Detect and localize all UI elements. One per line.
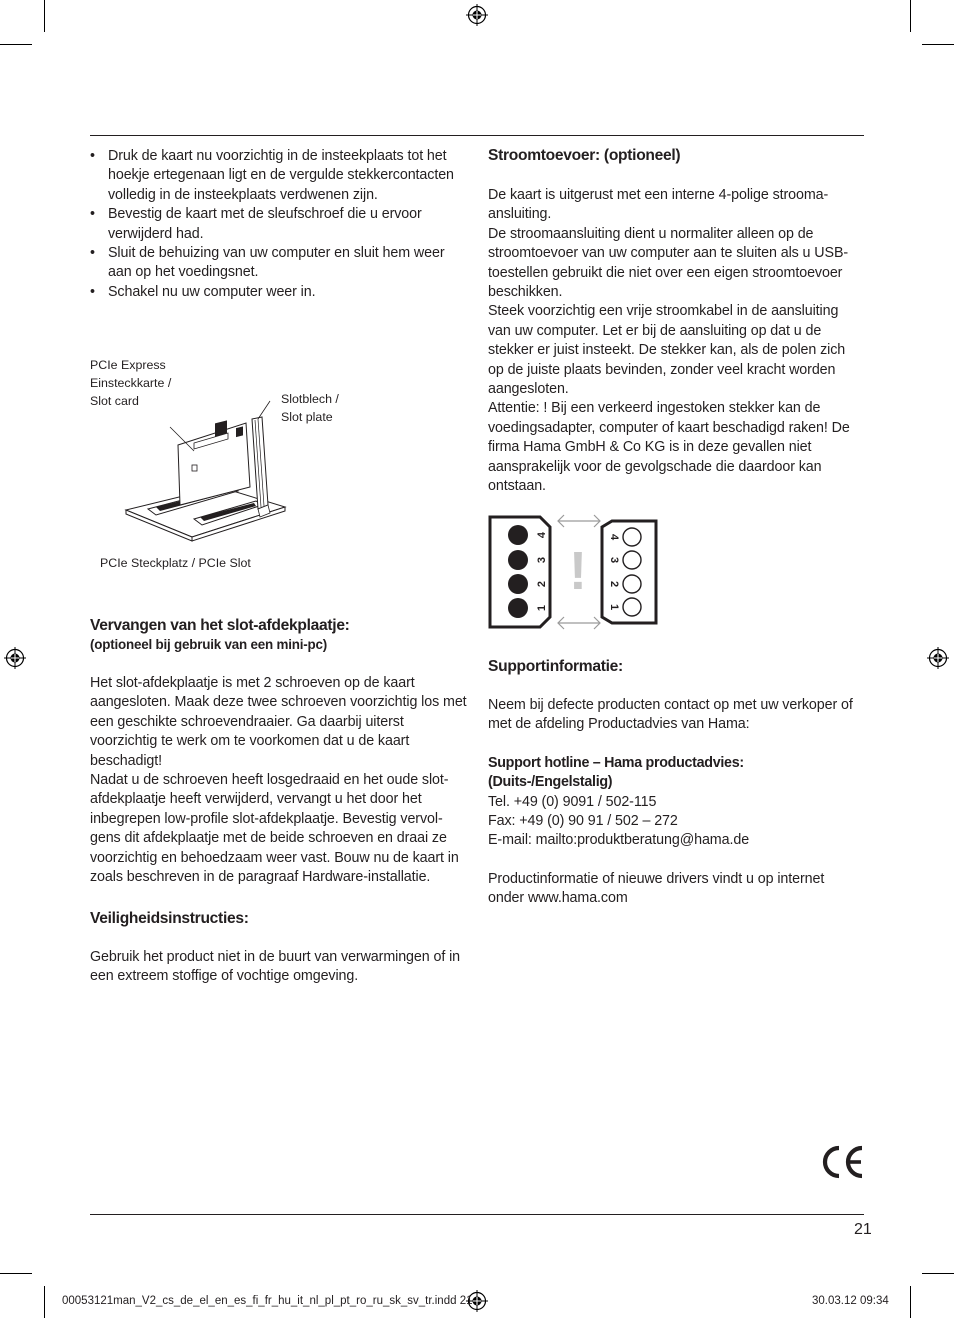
support-heading: Supportinformatie: bbox=[488, 658, 623, 675]
hotline-title: Support hotline – Hama productadvies: bbox=[488, 754, 744, 771]
registration-mark-icon bbox=[466, 4, 488, 26]
power-paragraph: De stroomaansluiting dient u normaliter alleen op de stroomtoevoer van uw computer aan te sluiten als u USB-toestellen gebruikt die niet over een eigen stroomtoevoer beschikken. bbox=[488, 225, 849, 301]
footer-rule bbox=[90, 1214, 864, 1215]
registration-mark-icon bbox=[4, 647, 26, 669]
crop-mark bbox=[922, 1273, 954, 1274]
crop-mark bbox=[922, 44, 954, 45]
footer-filename: 00053121man_V2_cs_de_el_en_es_fi_fr_hu_it_nl_pl_pt_ro_ru_sk_sv_tr.indd 21 bbox=[62, 1295, 473, 1307]
support-text: Neem bij defecte producten contact op met uw verkoper of met de afdeling Productadvies van Hama: bbox=[488, 697, 853, 733]
figure-label-slot: PCIe Steckplatz / PCIe Slot bbox=[100, 556, 251, 570]
power-heading: Stroomtoevoer: (optioneel) bbox=[488, 147, 681, 164]
pin-label: 4 bbox=[608, 533, 621, 541]
footer-date: 30.03.12 09:34 bbox=[812, 1295, 889, 1307]
figure-label-card: PCIe Express Einsteckkarte / Slot card bbox=[90, 358, 172, 408]
crop-mark bbox=[44, 0, 45, 32]
pin-hollow bbox=[623, 551, 641, 569]
support-fax: Fax: +49 (0) 90 91 / 502 – 272 bbox=[488, 813, 678, 830]
pin-filled bbox=[508, 550, 528, 570]
list-item: • Sluit de behuizing van uw computer en sluit hem weer aan op het voedingsnet. bbox=[90, 244, 466, 283]
pin-filled bbox=[508, 525, 528, 545]
list-item: • Schakel nu uw computer weer in. bbox=[90, 283, 466, 302]
support-section bbox=[488, 657, 864, 909]
install-steps bbox=[90, 147, 466, 302]
safety-section bbox=[90, 909, 466, 987]
replace-subheading: (optioneel bij gebruik van een mini-pc) bbox=[90, 637, 327, 652]
pin-hollow bbox=[623, 598, 641, 616]
crop-mark bbox=[910, 0, 911, 32]
list-item: • Druk de kaart nu voorzichtig in de insteekplaats tot het hoekje ertegenaan ligt en de vergulde stekkercontacten volledig in de insteekplaats verdwenen zijn. bbox=[90, 147, 466, 205]
crop-mark bbox=[910, 1286, 911, 1318]
registration-mark-icon bbox=[927, 647, 949, 669]
support-tel: Tel. +49 (0) 9091 / 502-115 bbox=[488, 793, 657, 810]
figure-label-plate: Slotblech / Slot plate bbox=[281, 392, 339, 424]
crop-mark bbox=[44, 1286, 45, 1318]
pin-label: 3 bbox=[535, 556, 548, 564]
pin-hollow bbox=[623, 575, 641, 593]
support-email[interactable]: E-mail: mailto:produktberatung@hama.de bbox=[488, 832, 750, 849]
list-item: • Bevestig de kaart met de sleufschroef die u ervoor verwijderd had. bbox=[90, 205, 466, 244]
crop-mark bbox=[0, 1273, 32, 1274]
hotline-language: (Duits-/Engelstalig) bbox=[488, 774, 613, 791]
safety-heading: Veiligheidsinstructies: bbox=[90, 910, 249, 927]
pin-label: 2 bbox=[608, 580, 621, 588]
power-paragraph: Attentie: ! Bij een verkeerd ingestoken stekker kan de voedingsadapter, computer of kaart beschadigd raken! De firma Hama GmbH & Co KG is in deze gevallen niet aansprakelijk voor de gevolgschade die daardoor kan ontstaan. bbox=[488, 400, 850, 495]
header-rule bbox=[90, 135, 864, 136]
safety-text: Gebruik het product niet in de buurt van verwarmingen of in een extreem stoffige of vochtige omgeving. bbox=[90, 949, 461, 985]
pin-filled bbox=[508, 598, 528, 618]
page-number: 21 bbox=[854, 1221, 872, 1238]
pin-label: 4 bbox=[535, 531, 548, 539]
crop-mark bbox=[0, 44, 32, 45]
svg-text:CE: CE bbox=[820, 1144, 822, 1145]
replace-heading: Vervangen van het slot-afdekplaatje: bbox=[90, 617, 350, 634]
pin-label: 1 bbox=[608, 603, 621, 611]
pin-label: 1 bbox=[535, 604, 548, 612]
replace-paragraph: Nadat u de schroeven heeft losgedraaid en het oude slot-afdekplaatje heeft verwijderd, vervangt u het door het inbegrepen low-profile slot-afdekplaatje. Bevestig vervol-gens dit afdekplaatje met de beide schroeven en draai ze voorzichtig en behoedzaam weer vast. Bouw nu de kaart in zoals beschreven in de paragraaf Hardware-installatie. bbox=[90, 772, 459, 886]
pin-filled bbox=[508, 574, 528, 594]
warning-icon: ! bbox=[569, 541, 587, 601]
ce-mark-icon bbox=[820, 1144, 866, 1180]
pin-label: 2 bbox=[535, 580, 548, 588]
power-connector-diagram bbox=[488, 513, 660, 633]
replace-section bbox=[90, 616, 470, 887]
pin-label: 3 bbox=[608, 556, 621, 564]
pin-hollow bbox=[623, 528, 641, 546]
support-more: Productinformatie of nieuwe drivers vindt u op internet onder www.hama.com bbox=[488, 870, 825, 907]
replace-paragraph: Het slot-afdekplaatje is met 2 schroeven op de kaart aangesloten. Maak deze twee schroeven voorzichtig los met een geschikte schroevendraaier. Ga daarbij uiterst voorzichtig te werk om te voorkomen dat u de kaart beschadigt! bbox=[90, 675, 467, 769]
power-section bbox=[488, 146, 864, 497]
power-paragraph: Steek voorzichtig een vrije stroomkabel in de aansluiting van uw computer. Let er bij de aansluiting op dat u de stekker er juist insteekt. De stekker kan, als de polen zich op de juiste plaats bevinden, zonder veel kracht worden aangesloten. bbox=[488, 303, 846, 398]
power-paragraph: De kaart is uitgerust met een interne 4-polige strooma-ansluiting. bbox=[488, 187, 829, 223]
pcie-card-illustration bbox=[120, 395, 320, 545]
